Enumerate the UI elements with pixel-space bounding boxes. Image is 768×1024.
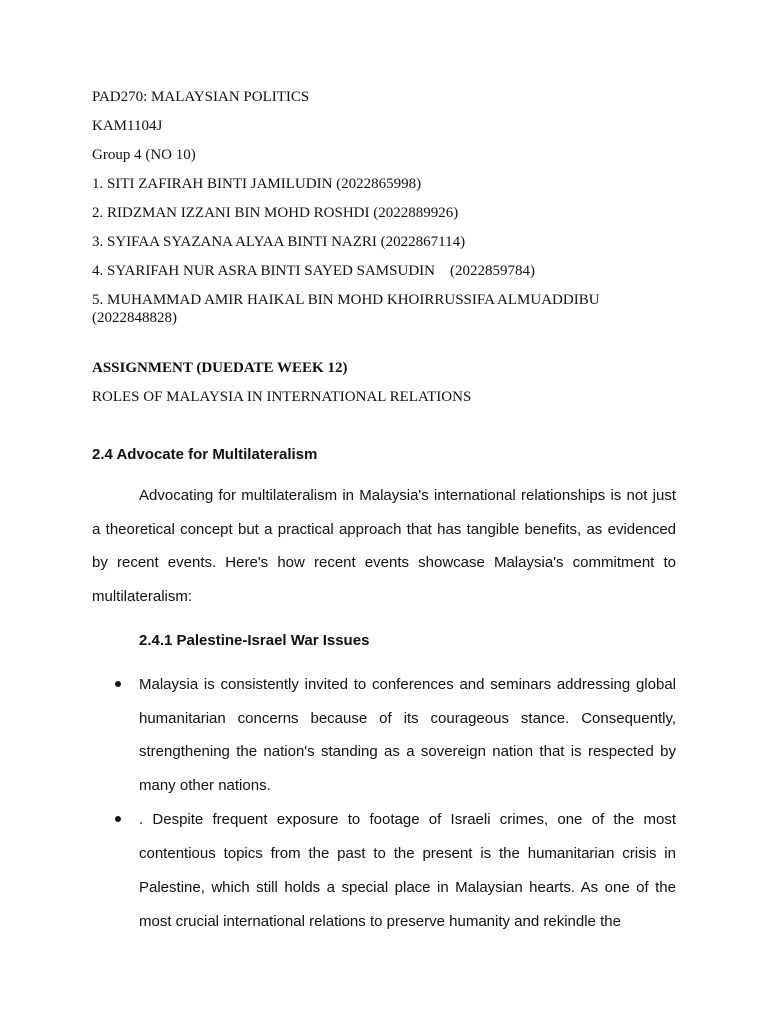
bullet-text: . Despite frequent exposure to footage of Israeli crimes, one of the most contentious topics from the past to the present is the humanitarian crisis in Palestine, which still holds a special place in Malaysian hearts. As one of the most crucial international relations to preserve humanity and rekindle the (139, 811, 676, 930)
member-2: 2. RIDZMAN IZZANI BIN MOHD ROSHDI (2022889926) (92, 205, 459, 221)
bullet-list (92, 668, 676, 938)
subsection-heading: 2.4.1 Palestine-Israel War Issues (139, 632, 370, 649)
section-heading: 2.4 Advocate for Multilateralism (92, 446, 318, 463)
member-3: 3. SYIFAA SYAZANA ALYAA BINTI NAZRI (2022867114) (92, 234, 466, 250)
list-item (92, 668, 676, 803)
course-title: PAD270: MALAYSIAN POLITICS (92, 89, 310, 105)
assignment-title: ASSIGNMENT (DUEDATE WEEK 12) (92, 360, 348, 376)
bullet-text: Malaysia is consistently invited to conferences and seminars addressing global humanitarian concerns because of its courageous stance. Consequently, strengthening the nation's standing as a sovereign nation that is respected by many other nations. (139, 676, 676, 795)
class-code: KAM1104J (92, 118, 163, 134)
member-4: 4. SYARIFAH NUR ASRA BINTI SAYED SAMSUDIN (2022859784) (92, 263, 535, 279)
list-item (92, 803, 676, 938)
assignment-topic: ROLES OF MALAYSIA IN INTERNATIONAL RELATIONS (92, 389, 472, 405)
bullet-icon (115, 816, 121, 822)
intro-paragraph: Advocating for multilateralism in Malaysia's international relationships is not just a theoretical concept but a practical approach that has tangible benefits, as evidenced by recent events. Here's how recent events showcase Malaysia's commitment to multilateralism: (92, 487, 676, 606)
document-page (92, 0, 676, 1024)
bullet-icon (115, 681, 121, 687)
member-5: 5. MUHAMMAD AMIR HAIKAL BIN MOHD KHOIRRUSSIFA ALMUADDIBU (2022848828) (92, 292, 600, 326)
group-label: Group 4 (NO 10) (92, 147, 196, 163)
member-1: 1. SITI ZAFIRAH BINTI JAMILUDIN (2022865998) (92, 176, 422, 192)
